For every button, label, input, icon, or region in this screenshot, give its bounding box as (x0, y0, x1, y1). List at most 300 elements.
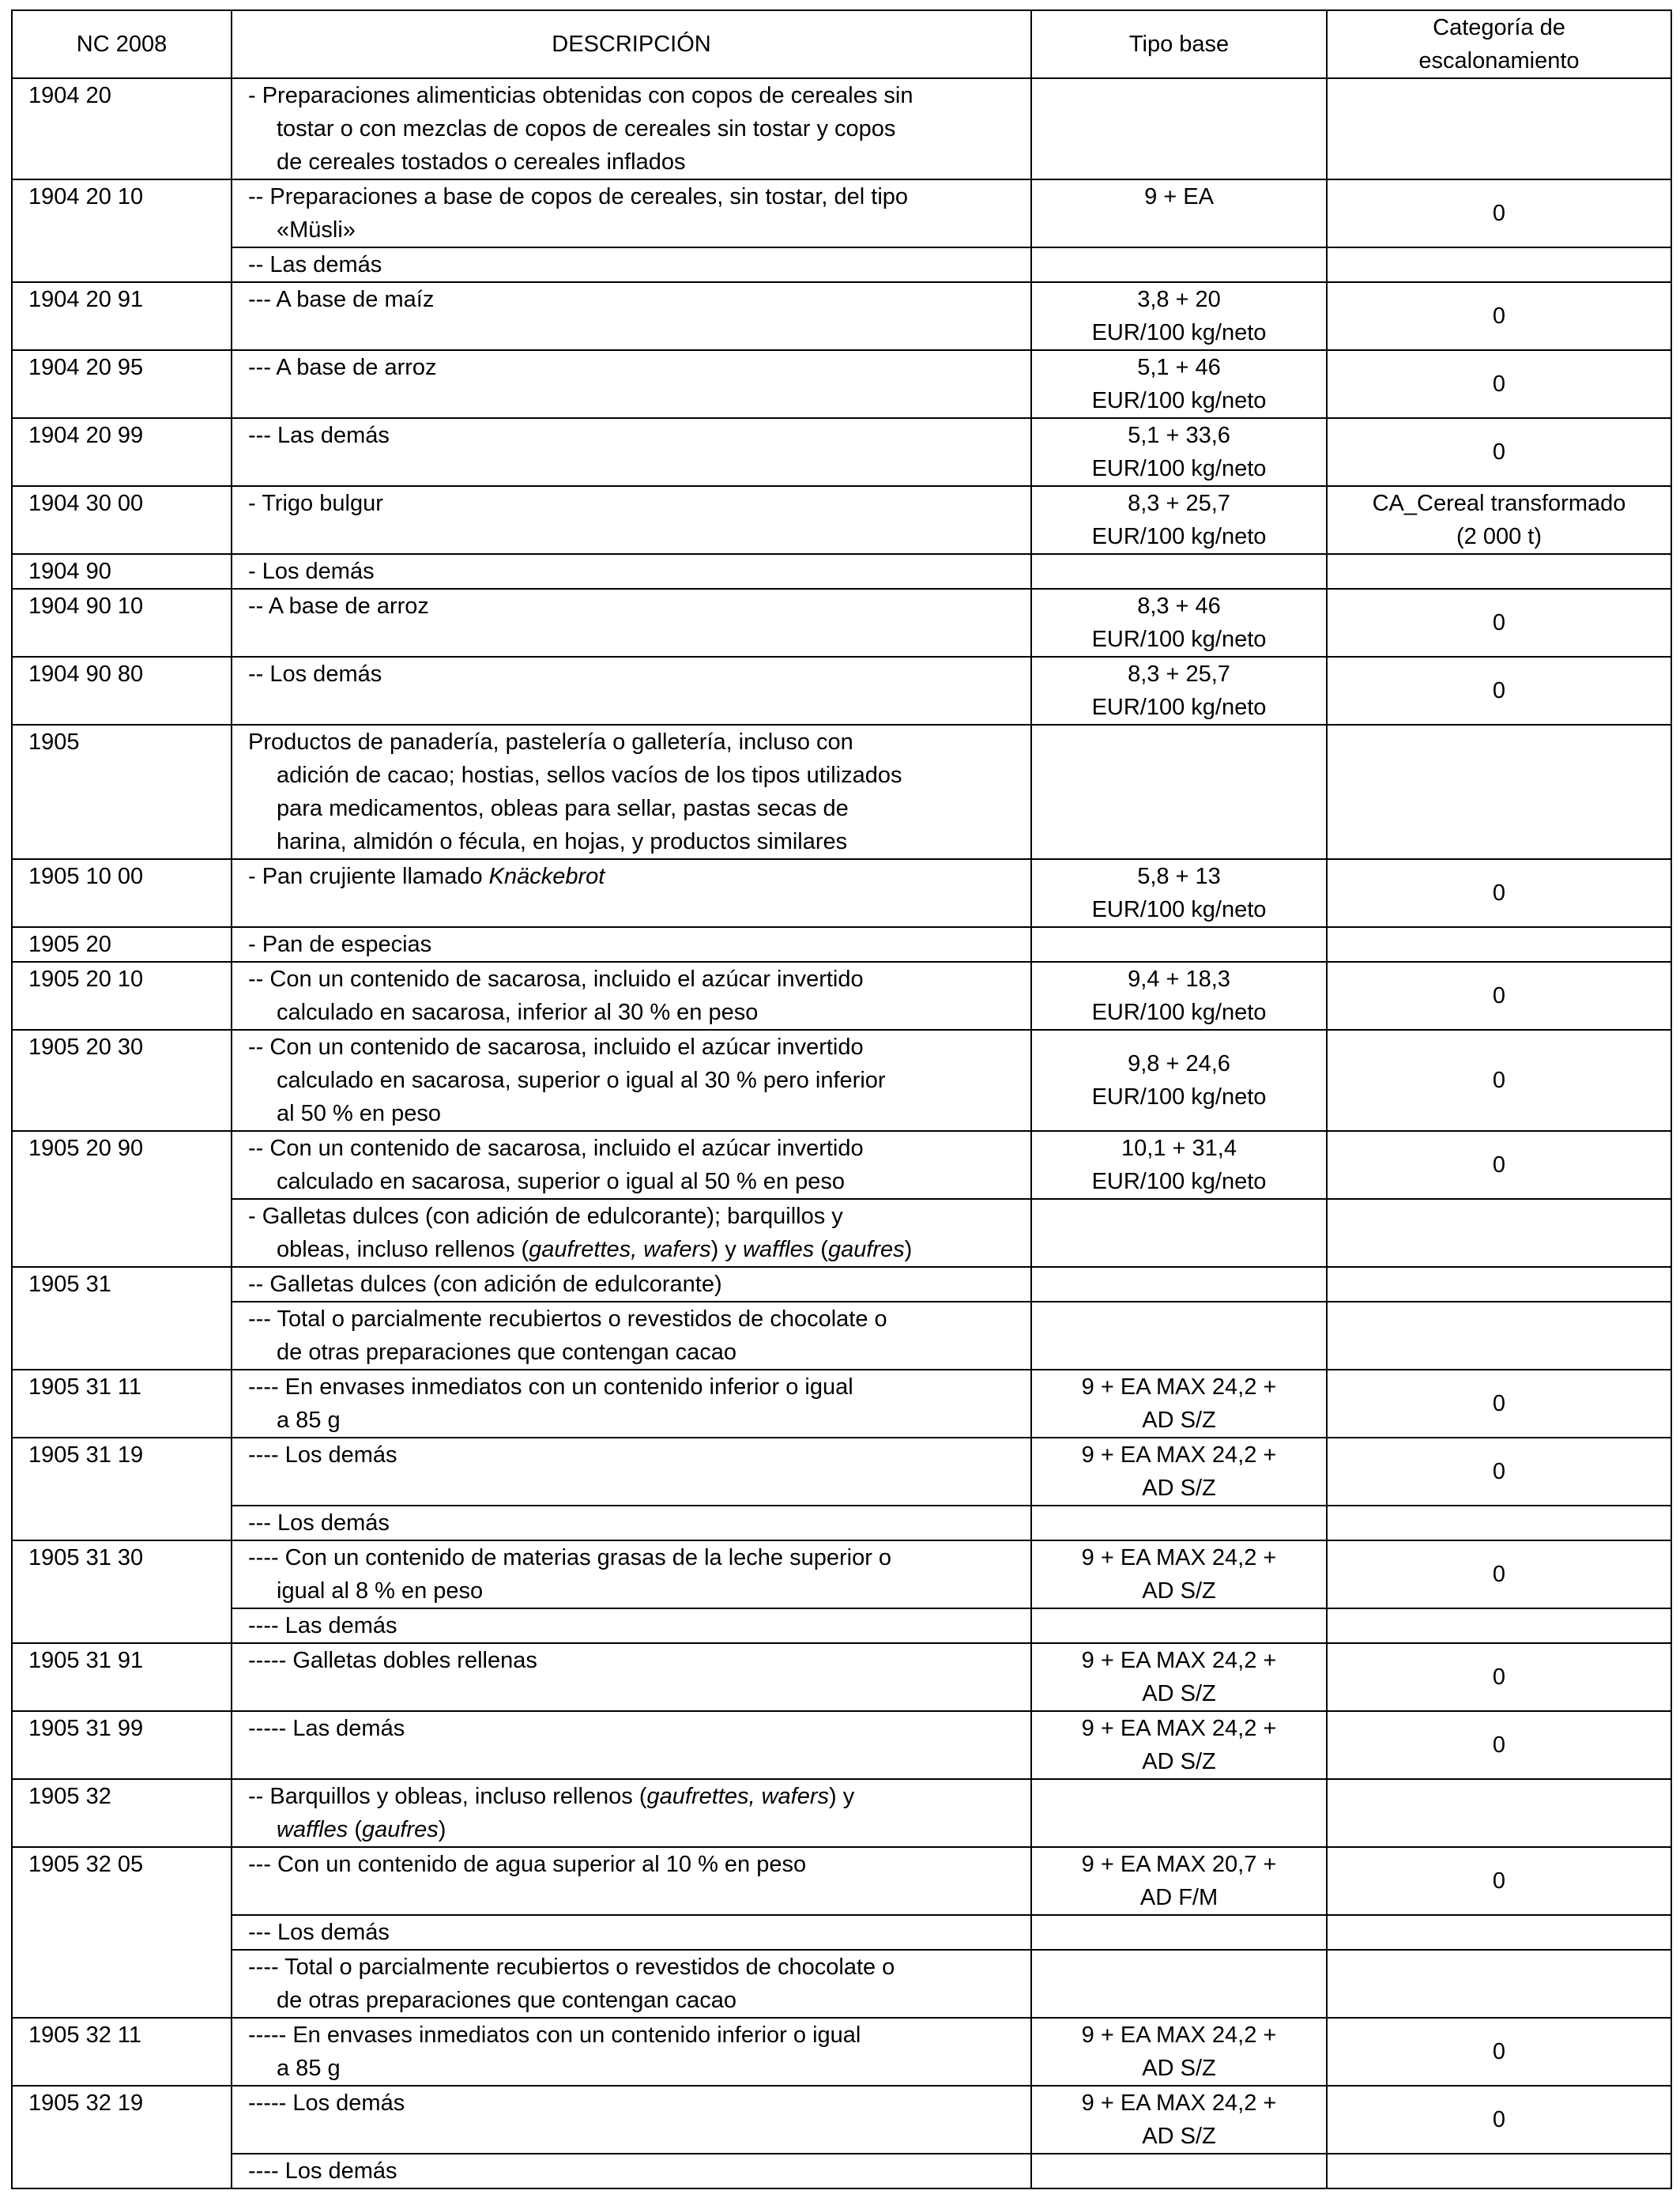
tipo-base-cell (1031, 2018, 1327, 2086)
tipo-base-cell (1031, 1608, 1327, 1643)
table-row (12, 2154, 1671, 2188)
description-cell (232, 1438, 1031, 1506)
description-line (248, 1541, 1019, 1574)
categoria-cell: 0 (1327, 962, 1671, 1030)
description-cell (232, 282, 1031, 350)
tipo-base-cell (1031, 589, 1327, 657)
description-italic-text: gaufres (827, 1237, 905, 1262)
table-row (12, 927, 1671, 962)
description-text: - Preparaciones alimenticias obtenidas con copos de cereales sin (248, 83, 913, 108)
tipo-base-line: 9 + EA MAX 24,2 + (1081, 2090, 1277, 2116)
description-text: ---- Los demás (248, 1442, 397, 1468)
categoria-cell (1327, 78, 1671, 179)
nc-code-cell: 1905 20 90 (12, 1131, 232, 1267)
tipo-base-line: AD S/Z (1142, 2056, 1216, 2081)
description-line (248, 590, 1019, 623)
description-cell (232, 1131, 1031, 1199)
description-cell (232, 78, 1031, 179)
tipo-base-cell (1031, 1267, 1327, 1302)
tipo-base-line: AD F/M (1139, 1885, 1219, 1910)
categoria-cell (1327, 2154, 1671, 2188)
categoria-cell (1327, 247, 1671, 282)
description-text: calculado en sacarosa, superior o igual al 30 % pero inferior (277, 1068, 886, 1093)
table-row (12, 350, 1671, 418)
nc-code-cell: 1905 10 00 (12, 859, 232, 927)
description-line (248, 213, 1019, 247)
table-row (12, 1302, 1671, 1370)
description-text: adición de cacao; hostias, sellos vacíos de los tipos utilizados (277, 763, 902, 788)
description-text: a 85 g (277, 1408, 341, 1433)
tipo-base-cell (1031, 1779, 1327, 1847)
description-text: --- Las demás (248, 423, 390, 448)
description-line (248, 351, 1019, 384)
description-line (248, 1404, 1019, 1437)
table-row (12, 962, 1671, 1030)
description-cell (232, 2086, 1031, 2154)
description-line (248, 1336, 1019, 1369)
description-cell (232, 962, 1031, 1030)
description-line (248, 1506, 1019, 1540)
header-nc: NC 2008 (12, 10, 232, 78)
description-cell (232, 1608, 1031, 1643)
description-line (248, 1644, 1019, 1677)
description-text: - Trigo bulgur (248, 491, 383, 516)
table-row (12, 1506, 1671, 1540)
table-row (12, 1608, 1671, 1643)
description-text: -- Barquillos y obleas, incluso rellenos ( (248, 1784, 647, 1809)
categoria-cell: 0 (1327, 1711, 1671, 1779)
description-text: al 50 % en peso (277, 1101, 441, 1126)
table-row (12, 1643, 1671, 1711)
nc-code-cell: 1904 30 00 (12, 486, 232, 554)
table-row (12, 1950, 1671, 2018)
description-cell (232, 554, 1031, 589)
categoria-cell: 0 (1327, 589, 1671, 657)
description-text: ---- Con un contenido de materias grasas de la leche superior o (248, 1545, 892, 1570)
description-line (248, 1370, 1019, 1404)
description-italic-text: waffles (277, 1817, 348, 1842)
nc-code-cell: 1905 (12, 725, 232, 859)
description-cell (232, 486, 1031, 554)
description-text: de otras preparaciones que contengan cacao (277, 1988, 737, 2013)
description-line (248, 759, 1019, 792)
table-row (12, 486, 1671, 554)
nc-code-cell: 1904 20 91 (12, 282, 232, 350)
tipo-base-cell (1031, 418, 1327, 486)
tipo-base-line: 3,8 + 20 (1137, 287, 1221, 312)
description-cell (232, 657, 1031, 725)
table-row (12, 418, 1671, 486)
tipo-base-cell (1031, 1370, 1327, 1438)
tipo-base-cell (1031, 1540, 1327, 1608)
header-categoria (1327, 10, 1671, 78)
categoria-cell: 0 (1327, 657, 1671, 725)
description-line (248, 928, 1019, 961)
description-line (248, 2019, 1019, 2052)
description-cell (232, 1267, 1031, 1302)
description-cell (232, 1643, 1031, 1711)
categoria-cell (1327, 725, 1671, 859)
description-line (248, 1132, 1019, 1165)
description-line (248, 1848, 1019, 1881)
description-text: ----- Galletas dobles rellenas (248, 1648, 537, 1673)
description-cell (232, 1302, 1031, 1370)
tipo-base-line: 9 + EA MAX 20,7 + (1081, 1852, 1277, 1877)
nc-code-cell: 1905 32 (12, 1779, 232, 1847)
description-text: -- Con un contenido de sacarosa, incluido el azúcar invertido (248, 1136, 864, 1161)
categoria-cell: 0 (1327, 1030, 1671, 1131)
description-cell (232, 1915, 1031, 1950)
nc-code-cell: 1904 20 99 (12, 418, 232, 486)
tipo-base-line: AD S/Z (1142, 2124, 1216, 2149)
nc-code-cell: 1905 31 99 (12, 1711, 232, 1779)
tipo-base-cell (1031, 1030, 1327, 1131)
description-text: Productos de panadería, pastelería o galletería, incluso con (248, 729, 853, 755)
categoria-cell (1327, 1506, 1671, 1540)
categoria-cell: 0 (1327, 179, 1671, 247)
tipo-base-cell (1031, 1643, 1327, 1711)
tipo-base-cell (1031, 350, 1327, 418)
tipo-base-line: EUR/100 kg/neto (1091, 456, 1267, 481)
description-text: ---- Los demás (248, 2158, 397, 2184)
description-line (248, 2052, 1019, 2085)
header-descripcion: DESCRIPCIÓN (232, 10, 1031, 78)
description-line (248, 419, 1019, 452)
description-cell (232, 1847, 1031, 1915)
header-row (12, 10, 1671, 78)
description-line (248, 1574, 1019, 1608)
description-line (248, 180, 1019, 213)
description-cell (232, 2154, 1031, 2188)
categoria-cell: 0 (1327, 282, 1671, 350)
table-row (12, 282, 1671, 350)
description-line (248, 726, 1019, 759)
categoria-line: CA_Cereal transformado (1372, 491, 1626, 516)
tipo-base-line: EUR/100 kg/neto (1091, 320, 1267, 345)
nc-code-cell: 1904 90 10 (12, 589, 232, 657)
tipo-base-line: AD S/Z (1142, 1476, 1216, 1501)
nc-code-cell: 1905 32 11 (12, 2018, 232, 2086)
description-cell (232, 350, 1031, 418)
categoria-cell (1327, 554, 1671, 589)
description-cell (232, 1950, 1031, 2018)
table-row (12, 657, 1671, 725)
description-line (248, 860, 1019, 893)
description-line (248, 112, 1019, 145)
categoria-cell (1327, 486, 1671, 554)
description-line (248, 1031, 1019, 1064)
tipo-base-cell (1031, 1199, 1327, 1267)
tipo-base-cell (1031, 962, 1327, 1030)
description-italic-text: waffles (742, 1237, 815, 1262)
header-categoria-line: Categoría de (1433, 15, 1565, 40)
tipo-base-line: 9 + EA MAX 24,2 + (1081, 1374, 1277, 1400)
description-text: ) (438, 1817, 446, 1842)
table-row (12, 1540, 1671, 1608)
tipo-base-cell (1031, 554, 1327, 589)
description-line (248, 1268, 1019, 1301)
description-text: - Pan de especias (248, 932, 432, 957)
table-row (12, 1370, 1671, 1438)
description-line (248, 1951, 1019, 1984)
categoria-cell: 0 (1327, 418, 1671, 486)
tipo-base-cell (1031, 927, 1327, 962)
description-italic-text: gaufrettes, wafers (529, 1237, 711, 1262)
table-row (12, 1779, 1671, 1847)
table-row (12, 725, 1671, 859)
description-cell (232, 1199, 1031, 1267)
description-line (248, 1712, 1019, 1745)
description-cell (232, 1779, 1031, 1847)
categoria-cell: 0 (1327, 1370, 1671, 1438)
tipo-base-cell (1031, 725, 1327, 859)
description-cell (232, 179, 1031, 247)
table-row (12, 1199, 1671, 1267)
description-cell (232, 2018, 1031, 2086)
categoria-cell: 0 (1327, 1438, 1671, 1506)
categoria-cell: 0 (1327, 1131, 1671, 1199)
nc-code-cell: 1905 31 (12, 1267, 232, 1370)
tipo-base-line: AD S/Z (1142, 1408, 1216, 1433)
table-row (12, 1131, 1671, 1199)
description-line (248, 1984, 1019, 2017)
table-row (12, 1915, 1671, 1950)
description-line (248, 1813, 1019, 1846)
table-row (12, 2086, 1671, 2154)
table-row (12, 589, 1671, 657)
tipo-base-line: 8,3 + 46 (1137, 594, 1221, 619)
tipo-base-line: 9 + EA MAX 24,2 + (1081, 1442, 1277, 1468)
description-line (248, 283, 1019, 316)
tipo-base-line: 9 + EA MAX 24,2 + (1081, 1545, 1277, 1570)
header-categoria-line: escalonamiento (1418, 48, 1580, 74)
description-cell (232, 927, 1031, 962)
description-text: ( (348, 1817, 362, 1842)
description-cell (232, 1370, 1031, 1438)
tipo-base-line: EUR/100 kg/neto (1091, 627, 1267, 652)
tipo-base-cell (1031, 1506, 1327, 1540)
description-line (248, 555, 1019, 588)
description-text: harina, almidón o fécula, en hojas, y productos similares (277, 829, 848, 854)
description-cell (232, 247, 1031, 282)
tipo-base-line: 9 + EA (1144, 184, 1214, 209)
tipo-base-cell (1031, 2086, 1327, 2154)
nc-code-cell: 1904 90 80 (12, 657, 232, 725)
description-text: para medicamentos, obleas para sellar, pastas secas de (277, 796, 849, 821)
tipo-base-line: 5,1 + 46 (1137, 355, 1221, 380)
description-line (248, 963, 1019, 996)
description-text: ----- En envases inmediatos con un contenido inferior o igual (248, 2022, 861, 2048)
tipo-base-cell (1031, 859, 1327, 927)
description-line (248, 1165, 1019, 1198)
categoria-cell (1327, 1267, 1671, 1302)
nc-code-cell: 1905 31 91 (12, 1643, 232, 1711)
tipo-base-cell (1031, 1131, 1327, 1199)
categoria-cell: 0 (1327, 1540, 1671, 1608)
description-text: «Müsli» (277, 217, 356, 243)
tipo-base-cell (1031, 1950, 1327, 2018)
description-text: ----- Los demás (248, 2090, 405, 2116)
description-line (248, 996, 1019, 1029)
tipo-base-cell (1031, 1711, 1327, 1779)
description-line (248, 1097, 1019, 1130)
description-text: ) y (710, 1237, 743, 1262)
description-text: -- A base de arroz (248, 594, 429, 619)
nc-code-cell: 1905 20 30 (12, 1030, 232, 1131)
tipo-base-line: 9,4 + 18,3 (1128, 967, 1230, 992)
description-line (248, 248, 1019, 281)
description-text: -- Los demás (248, 662, 382, 687)
description-line (248, 1438, 1019, 1472)
categoria-cell (1327, 1199, 1671, 1267)
description-line (248, 1233, 1019, 1266)
description-line (248, 1064, 1019, 1097)
nc-code-cell: 1904 90 (12, 554, 232, 589)
categoria-cell: 0 (1327, 350, 1671, 418)
table-row (12, 2018, 1671, 2086)
description-text: -- Con un contenido de sacarosa, incluido el azúcar invertido (248, 967, 864, 992)
description-text: ) (904, 1237, 913, 1262)
description-text: de otras preparaciones que contengan cacao (277, 1340, 737, 1365)
description-line (248, 825, 1019, 858)
categoria-cell (1327, 1950, 1671, 2018)
tipo-base-line: 10,1 + 31,4 (1121, 1136, 1237, 1161)
description-line (248, 145, 1019, 179)
table-body (12, 78, 1671, 2188)
table-row (12, 1711, 1671, 1779)
nc-code-cell: 1905 20 (12, 927, 232, 962)
tipo-base-cell (1031, 282, 1327, 350)
description-text: obleas, incluso rellenos ( (277, 1237, 529, 1262)
description-text: -- Preparaciones a base de copos de cereales, sin tostar, del tipo (248, 184, 909, 209)
tipo-base-line: EUR/100 kg/neto (1091, 524, 1267, 549)
nc-code-cell: 1904 20 (12, 78, 232, 179)
description-text: --- Los demás (248, 1510, 390, 1536)
tipo-base-line: 9,8 + 24,6 (1128, 1051, 1230, 1076)
tipo-base-cell (1031, 179, 1327, 247)
description-cell (232, 589, 1031, 657)
table-row (12, 1847, 1671, 1915)
description-text: --- Con un contenido de agua superior al 10 % en peso (248, 1852, 807, 1877)
nc-code-cell: 1904 20 10 (12, 179, 232, 282)
nc-code-cell: 1905 31 19 (12, 1438, 232, 1540)
table-row (12, 859, 1671, 927)
description-italic-text: Knäckebrot (488, 864, 605, 889)
table-row (12, 1030, 1671, 1131)
categoria-cell: 0 (1327, 859, 1671, 927)
tipo-base-cell (1031, 1915, 1327, 1950)
description-line (248, 1780, 1019, 1813)
nc-code-cell: 1905 31 30 (12, 1540, 232, 1643)
tipo-base-line: 8,3 + 25,7 (1128, 662, 1230, 687)
description-text: ----- Las demás (248, 1716, 405, 1741)
table-row (12, 1267, 1671, 1302)
description-text: ---- En envases inmediatos con un contenido inferior o igual (248, 1374, 853, 1400)
tipo-base-line: EUR/100 kg/neto (1091, 897, 1267, 922)
tipo-base-line: EUR/100 kg/neto (1091, 695, 1267, 720)
nc-code-cell: 1904 20 95 (12, 350, 232, 418)
description-text: -- Las demás (248, 252, 382, 277)
description-line (248, 792, 1019, 825)
tipo-base-line: EUR/100 kg/neto (1091, 1169, 1267, 1194)
table-row (12, 78, 1671, 179)
categoria-cell (1327, 1779, 1671, 1847)
description-italic-text: gaufres (361, 1817, 439, 1842)
description-line (248, 2087, 1019, 2120)
categoria-line: (2 000 t) (1456, 524, 1542, 549)
table-row (12, 1438, 1671, 1506)
description-line (248, 1200, 1019, 1233)
tipo-base-line: 9 + EA MAX 24,2 + (1081, 1648, 1277, 1673)
table-row (12, 554, 1671, 589)
table-row (12, 179, 1671, 247)
tipo-base-line: EUR/100 kg/neto (1091, 388, 1267, 413)
tariff-table (11, 9, 1672, 2189)
description-cell (232, 418, 1031, 486)
description-text: calculado en sacarosa, inferior al 30 % en peso (277, 1000, 759, 1025)
description-line (248, 2154, 1019, 2188)
description-cell (232, 859, 1031, 927)
description-text: --- Los demás (248, 1920, 390, 1945)
categoria-cell: 0 (1327, 2018, 1671, 2086)
description-text: --- A base de maíz (248, 287, 435, 312)
description-text: -- Con un contenido de sacarosa, incluido el azúcar invertido (248, 1035, 864, 1060)
tipo-base-line: 9 + EA MAX 24,2 + (1081, 1716, 1277, 1741)
categoria-cell: 0 (1327, 2086, 1671, 2154)
categoria-cell (1327, 1915, 1671, 1950)
description-line (248, 487, 1019, 520)
tipo-base-cell (1031, 2154, 1327, 2188)
description-text: - Los demás (248, 559, 375, 584)
description-line (248, 658, 1019, 691)
tipo-base-line: 8,3 + 25,7 (1128, 491, 1230, 516)
categoria-cell: 0 (1327, 1643, 1671, 1711)
description-text: de cereales tostados o cereales inflados (277, 149, 686, 175)
categoria-cell (1327, 1608, 1671, 1643)
description-italic-text: gaufrettes, wafers (646, 1784, 829, 1809)
description-text: ---- Las demás (248, 1613, 397, 1638)
nc-code-cell: 1905 20 10 (12, 962, 232, 1030)
tipo-base-line: 9 + EA MAX 24,2 + (1081, 2022, 1277, 2048)
tipo-base-line: 5,1 + 33,6 (1128, 423, 1230, 448)
tipo-base-line: AD S/Z (1142, 1681, 1216, 1706)
description-cell (232, 725, 1031, 859)
description-cell (232, 1540, 1031, 1608)
description-text: -- Galletas dulces (con adición de edulcorante) (248, 1272, 722, 1297)
tipo-base-line: AD S/Z (1142, 1578, 1216, 1604)
description-text: - Pan crujiente llamado (248, 864, 489, 889)
categoria-cell (1327, 1302, 1671, 1370)
tipo-base-cell (1031, 657, 1327, 725)
nc-code-cell: 1905 32 19 (12, 2086, 232, 2188)
nc-code-cell: 1905 31 11 (12, 1370, 232, 1438)
tipo-base-line: EUR/100 kg/neto (1091, 1000, 1267, 1025)
tipo-base-cell (1031, 1302, 1327, 1370)
tipo-base-cell (1031, 247, 1327, 282)
description-line (248, 1609, 1019, 1642)
header-tipo-base: Tipo base (1031, 10, 1327, 78)
description-text: ) y (829, 1784, 855, 1809)
tipo-base-line: AD S/Z (1142, 1749, 1216, 1774)
description-cell (232, 1506, 1031, 1540)
tipo-base-line: EUR/100 kg/neto (1091, 1084, 1267, 1110)
table-row (12, 247, 1671, 282)
categoria-cell: 0 (1327, 1847, 1671, 1915)
tipo-base-cell (1031, 486, 1327, 554)
description-text: tostar o con mezclas de copos de cereales sin tostar y copos (277, 116, 896, 141)
tipo-base-line: 5,8 + 13 (1137, 864, 1221, 889)
tipo-base-cell (1031, 1438, 1327, 1506)
